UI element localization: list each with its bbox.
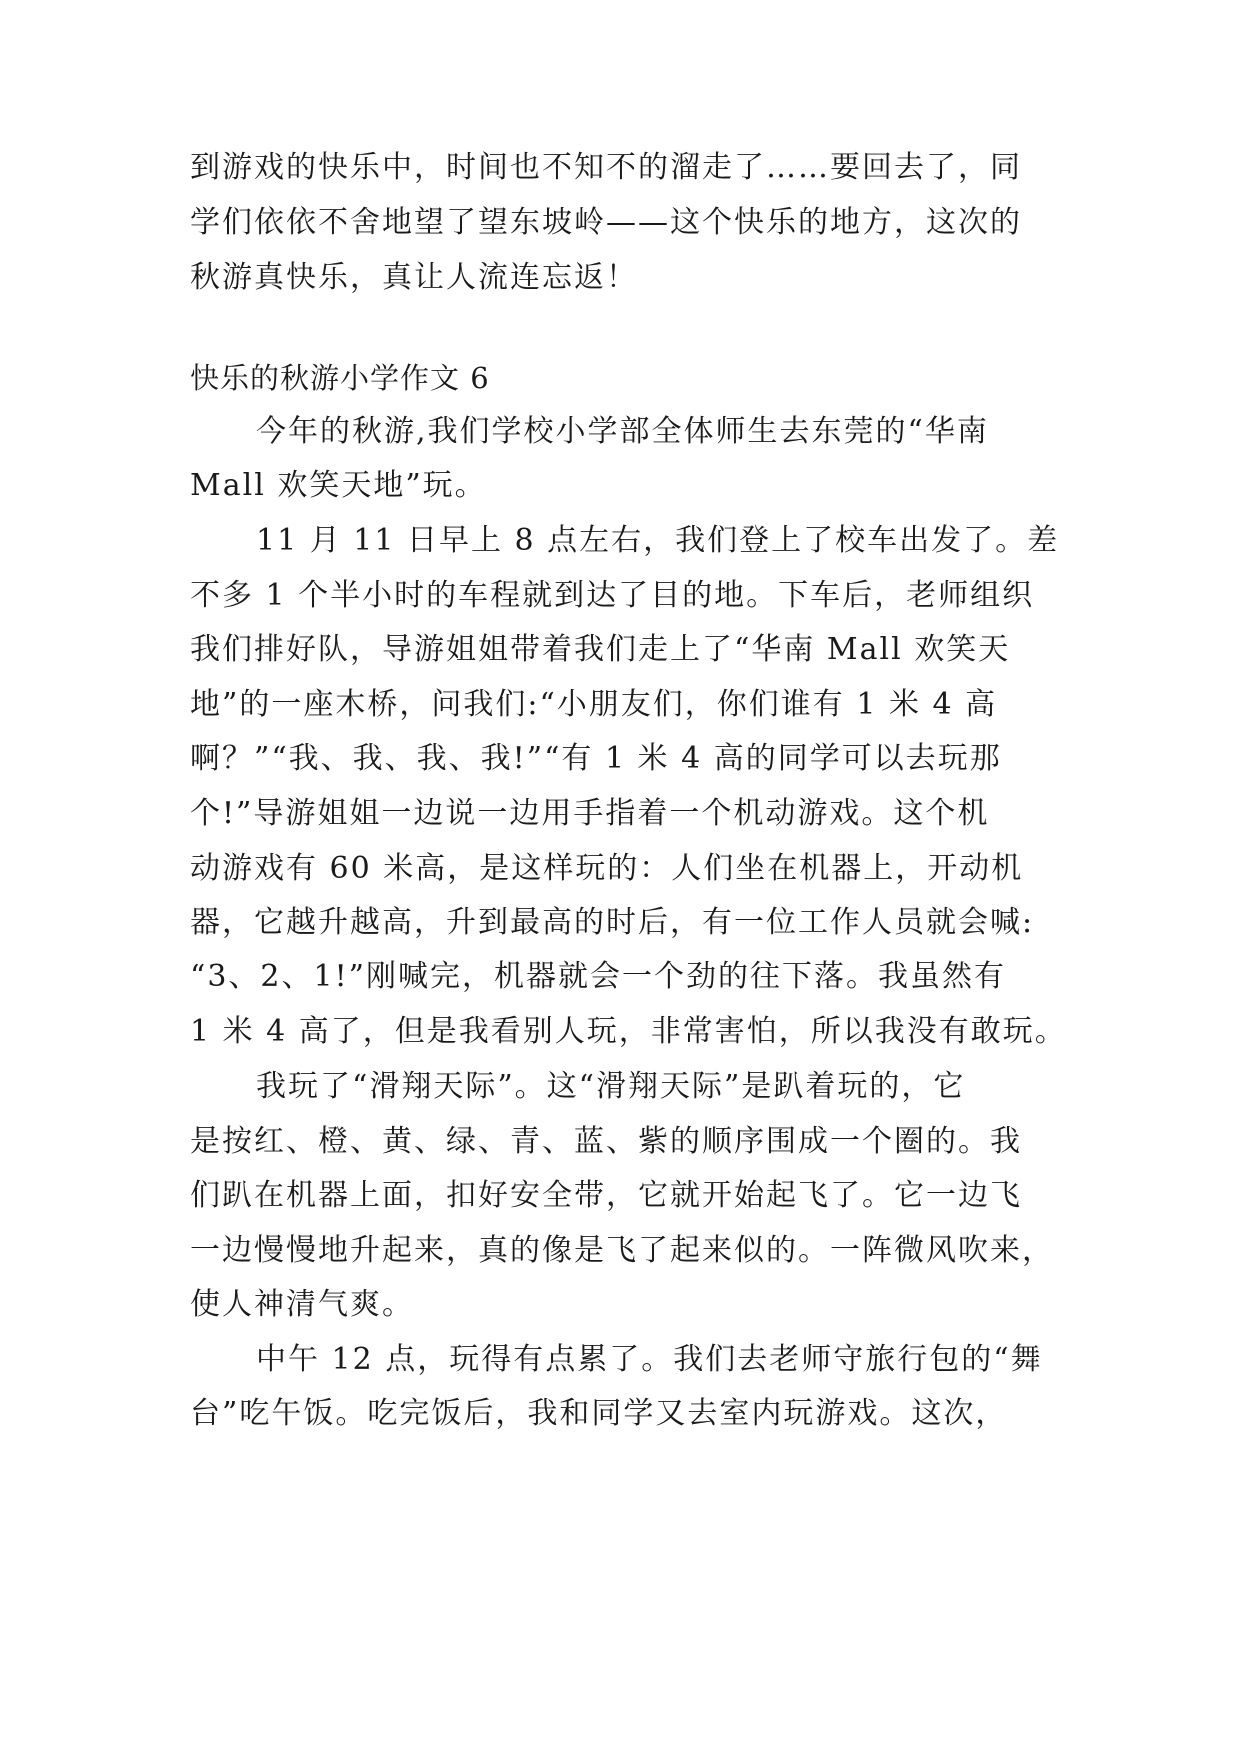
text-line: 地”的一座木桥，问我们:“小朋友们，你们谁有 1 米 4 高 [190, 687, 998, 722]
text-line: Mall 欢笑天地”玩。 [190, 468, 487, 503]
text-line: 个!”导游姐姐一边说一边用手指着一个机动游戏。这个机 [190, 796, 990, 831]
text-line: 今年的秋游,我们学校小学部全体师生去东莞的“华南 [256, 414, 989, 449]
text-line: 1 米 4 高了，但是我看别人玩，非常害怕，所以我没有敢玩。 [190, 1014, 1067, 1049]
text-line: 我们排好队，导游姐姐带着我们走上了“华南 Mall 欢笑天 [190, 632, 1011, 667]
section-title: 快乐的秋游小学作文 6 [190, 361, 490, 395]
text-line: 是按红、橙、黄、绿、青、蓝、紫的顺序围成一个圈的。我 [190, 1124, 1022, 1159]
text-line: 到游戏的快乐中，时间也不知不的溜走了……要回去了，同 [190, 150, 1022, 185]
text-line: 学们依依不舍地望了望东坡岭——这个快乐的地方，这次的 [190, 205, 1022, 240]
text-line: 一边慢慢地升起来，真的像是飞了起来似的。一阵微风吹来， [190, 1233, 1054, 1268]
text-line: 中午 12 点，玩得有点累了。我们去老师守旅行包的“舞 [256, 1342, 1043, 1377]
text-line: 们趴在机器上面，扣好安全带，它就开始起飞了。它一边飞 [190, 1178, 1022, 1213]
text-line: 秋游真快乐，真让人流连忘返！ [190, 260, 638, 295]
text-line: 我玩了“滑翔天际”。这“滑翔天际”是趴着玩的，它 [256, 1069, 966, 1104]
text-line: 动游戏有 60 米高，是这样玩的：人们坐在机器上，开动机 [190, 851, 1024, 886]
text-line: 11 月 11 日早上 8 点左右，我们登上了校车出发了。差 [256, 523, 1060, 558]
text-line: 不多 1 个半小时的车程就到达了目的地。下车后，老师组织 [190, 578, 1035, 613]
text-line: “3、2、1!”刚喊完，机器就会一个劲的往下落。我虽然有 [190, 959, 1006, 994]
text-line: 器，它越升越高，升到最高的时后，有一位工作人员就会喊: [190, 905, 1035, 940]
text-line: 台”吃午饭。吃完饭后，我和同学又去室内玩游戏。这次， [190, 1396, 1008, 1431]
text-line: 使人神清气爽。 [190, 1287, 414, 1322]
text-line: 啊？”“我、我、我、我!”“有 1 米 4 高的同学可以去玩那 [190, 741, 1002, 776]
